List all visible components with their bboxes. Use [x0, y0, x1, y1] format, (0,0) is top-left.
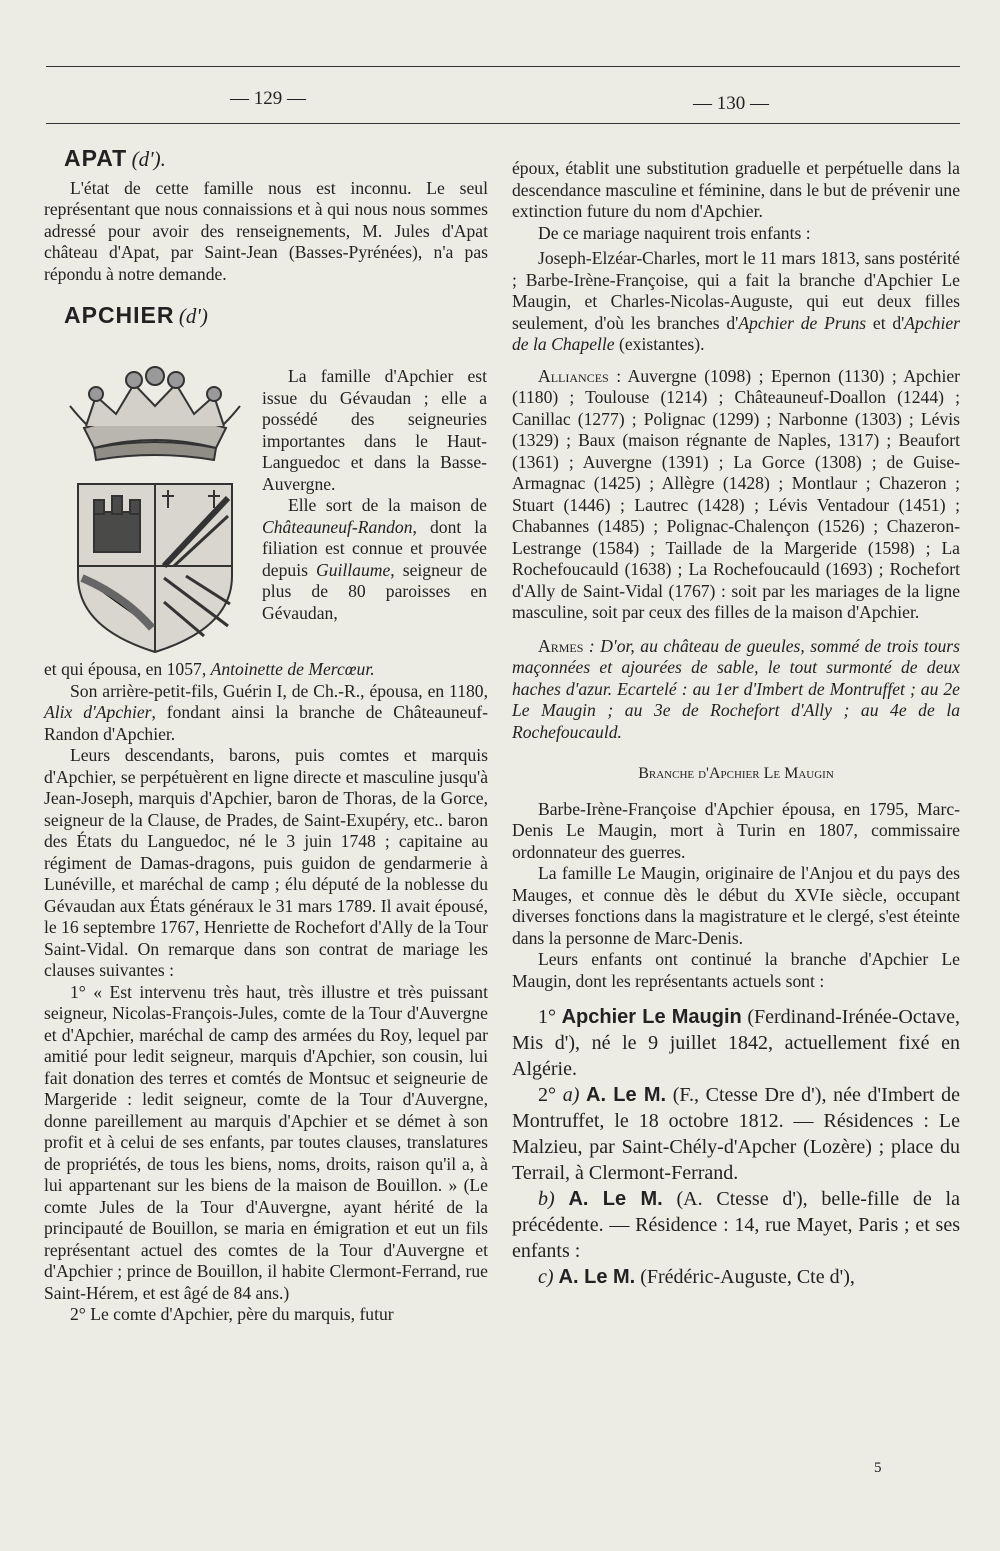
alliances-label: Alliances	[538, 365, 609, 386]
armes-paragraph	[512, 636, 960, 744]
apchier-particle: (d')	[178, 304, 208, 328]
page-number-right: — 130 —	[693, 93, 769, 114]
entry-number: 2°	[538, 1084, 556, 1106]
apchier-wrap-text	[262, 366, 487, 624]
entry-name: Apchier Le Maugin	[561, 1006, 742, 1028]
enfants-paragraph: Leurs enfants ont continué la branche d'Apchier Le Maugin, dont les représentants actuels sont :	[512, 949, 960, 991]
house-name: Châteauneuf-Randon	[262, 516, 413, 537]
continued-paragraph: époux, établit une substitution graduelle et perpétuelle dans la descendance masculine et féminine, dans le but de prévenir une extinction future du nom d'Apchier.	[512, 158, 960, 221]
entry-3	[512, 1186, 960, 1264]
entry-letter: a)	[562, 1084, 580, 1106]
entry-details: (Ferdinand-Irénée-Octave, Mis d'), né le 9 juillet 1842, actuellement fixé en Algérie.	[512, 1006, 960, 1080]
entry-4	[512, 1264, 960, 1290]
header-rule	[46, 123, 960, 124]
apat-title: APAT	[64, 145, 128, 171]
text-span: Joseph-Elzéar-Charles, mort le 11 mars 1813, sans postérité ; Barbe-Irène-Françoise, qui a fait la branche d'Apchier Le Maugin, et Charles-Nicolas-Auguste, qui eut deux filles seulement, d'où les branches d'	[512, 248, 960, 333]
alliances-paragraph	[512, 366, 960, 624]
children-intro: De ce mariage naquirent trois enfants :	[538, 222, 811, 243]
text-span: et qui épousa, en 1057,	[44, 659, 207, 679]
descendants-paragraph: Leurs descendants, barons, puis comtes et marquis d'Apchier, se perpétuèrent en ligne directe et masculine jusqu'à Jean-Joseph, marquis d'Apchier, baron de Thoras, de la Gorce, seigneur de la Clause, de Prades, de Saint-Exupéry, etc.. baron des États du Languedoc, né le 3 juin 1748 ; capitaine au régiment de Damas-dragons, puis guidon de gendarmerie à Lunéville, et maréchal de camp ; élu député de la noblesse du Gévaudan aux États généraux le 31 mars 1789. Il avait épousé, le 16 septembre 1767, Henriette de Rochefort d'Ally de la Tour Saint-Vidal. On remarque dans son contrat de mariage les clauses suivantes :	[44, 745, 488, 980]
entry-letter: b)	[538, 1188, 555, 1210]
signature-number: 5	[874, 1460, 882, 1476]
page-number-left: — 129 —	[230, 88, 306, 109]
text-span: , dont la filiation est connue et prouvée depuis	[262, 516, 487, 580]
barbe-paragraph: Barbe-Irène-Françoise d'Apchier épousa, en 1795, Marc-Denis Le Maugin, mort à Turin en 1807, commissaire ordonnateur des guerres.	[512, 798, 960, 862]
text-span: Elle sort de la maison de	[288, 495, 487, 515]
apat-paragraph: L'état de cette famille nous est inconnu. Le seul représentant que nous connaissions et à qui nous nous sommes adressé pour avoir des renseignements, M. Jules d'Apat château d'Apat, par Saint-Jean (Basses-Pyrénées), n'a pas répondu à notre demande.	[44, 177, 488, 284]
branch-heading: Branche d'Apchier Le Maugin	[638, 765, 834, 782]
armes-text: : D'or, au château de gueules, sommé de trois tours maçonnées et ajourées de sable, le tout surmonté de deux haches d'azur. Ecartelé : au 1er d'Imbert de Montruffet ; au 2e Le Maugin ; au 3e de Rochefort d'Ally ; au 4e de la Rochefoucauld.	[512, 635, 960, 742]
apchier-title: APCHIER	[64, 302, 175, 328]
entry-name: A. Le M.	[568, 1188, 663, 1210]
entry-2	[512, 1082, 960, 1186]
entry-number: 1°	[538, 1006, 556, 1028]
entry-name: A. Le M.	[586, 1084, 667, 1106]
apchier-paragraph-2	[262, 495, 487, 624]
clause-1-paragraph: 1° « Est intervenu très haut, très illustre et très puissant seigneur, Nicolas-François-Jules, comte de la Tour d'Auvergne et d'Apchier, maréchal de camp des armées du Roy, lequel par amitié pour ledit seigneur, marquis d'Apchier, son cousin, lui fait donation des terres et comtés de Montsuc et seigneurie de Margeride : ledit seigneur, comte de la Tour d'Auvergne, donne pareillement au marquis d'Apchier et se démet à son profit et à celui de ses enfants, par toutes clauses, translatures de propriétés, de tous les biens, noms, droits, raison qu'il a, à lui appartenant sur les biens de la maison de Bouillon. » (Le comte Jules de la Tour d'Auvergne, ayant hérité de la principauté de Bouillon, se maria en émigration et eut un fils représentant actuel des comtes de la Tour d'Auvergne et d'Apchier ; prince de Bouillon, il habite Clermont-Ferrand, rue Saint-Hérem, et est âgé de 84 ans.)	[44, 981, 488, 1303]
son-paragraph	[44, 681, 488, 746]
person-name: Guillaume	[316, 559, 391, 580]
apat-particle: (d').	[131, 147, 166, 171]
entry-1	[512, 1004, 960, 1082]
entry-details: (F., Ctesse Dre d'), née d'Imbert de Montruffet, le 18 octobre 1812. — Résidences : Le Malzieu, par Saint-Chély-d'Apcher (Lozère) ; place du Terrail, à Clermont-Ferrand.	[512, 1084, 961, 1184]
children-paragraph	[512, 248, 960, 356]
text-span: et d'	[866, 312, 905, 333]
branch-name: Apchier de la Chapelle	[512, 312, 960, 354]
clause-2-paragraph: 2° Le comte d'Apchier, père du marquis, futur	[70, 1304, 394, 1324]
top-rule	[46, 66, 960, 67]
text-span: , fondant ainsi la branche de Châteauneuf-Randon d'Apchier.	[44, 702, 488, 744]
entry-name: A. Le M.	[558, 1266, 636, 1288]
entry-details: (A. Ctesse d'), belle-fille de la précédente. — Résidence : 14, rue Mayet, Paris ; et ses enfants :	[512, 1188, 960, 1262]
right-column	[512, 158, 960, 1290]
apchier-paragraph-2-end	[44, 659, 488, 681]
person-name: Alix d'Apchier	[44, 702, 152, 722]
text-span: (existantes).	[614, 334, 705, 354]
text-span: , seigneur de plus de 80 paroisses en Gévaudan,	[262, 559, 487, 623]
apchier-paragraph-1: La famille d'Apchier est issue du Gévaudan ; elle a possédé des seigneuries importantes dans le Haut-Languedoc et dans la Basse-Auvergne.	[262, 366, 487, 494]
coat-of-arms-image	[64, 366, 246, 656]
armes-label: Armes	[538, 635, 584, 656]
left-column-bottom	[44, 659, 488, 1326]
left-column-top	[44, 145, 488, 329]
alliances-text: : Auvergne (1098) ; Epernon (1130) ; Apchier (1180) ; Toulouse (1214) ; Châteauneuf-Doallon (1244) ; Canillac (1277) ; Polignac (1299) ; Narbonne (1303) ; Lévis (1329) ; Baux (maison régnante de Naples, 1317) ; Beaufort (1361) ; Auvergne (1391) ; La Gorce (1308) ; de Guise-Armagnac (1425) ; Allègre (1428) ; Montlaur ; Chazeron ; Stuart (1446) ; Lautrec (1428) ; Lévis Ventadour (1451) ; Chabannes (1485) ; Polignac-Chalençon (1526) ; Chazeron-Lestrange (1584) ; Taillade de la Margeride (1598) ; La Rochefoucauld (1638) ; La Rochefoucauld (1693) ; Rochefort d'Ally de Saint-Vidal (1767) : soit par les mariages de la ligne masculine, soit par ceux des filles de la maison d'Apchier.	[512, 365, 960, 622]
famille-paragraph: La famille Le Maugin, originaire de l'Anjou et du pays des Mauges, et connue dès le début du XVIe siècle, occupant diverses fonctions dans la magistrature et le clergé, s'est éteinte dans la personne de Marc-Denis.	[512, 863, 960, 948]
person-name: Antoinette de Mercœur.	[210, 659, 375, 679]
entry-letter: c)	[538, 1266, 554, 1288]
text-span: Son arrière-petit-fils, Guérin I, de Ch.-R., épousa, en 1180,	[70, 680, 488, 701]
entry-details: (Frédéric-Auguste, Cte d'),	[640, 1266, 855, 1288]
branch-name: Apchier de Pruns	[738, 312, 867, 333]
